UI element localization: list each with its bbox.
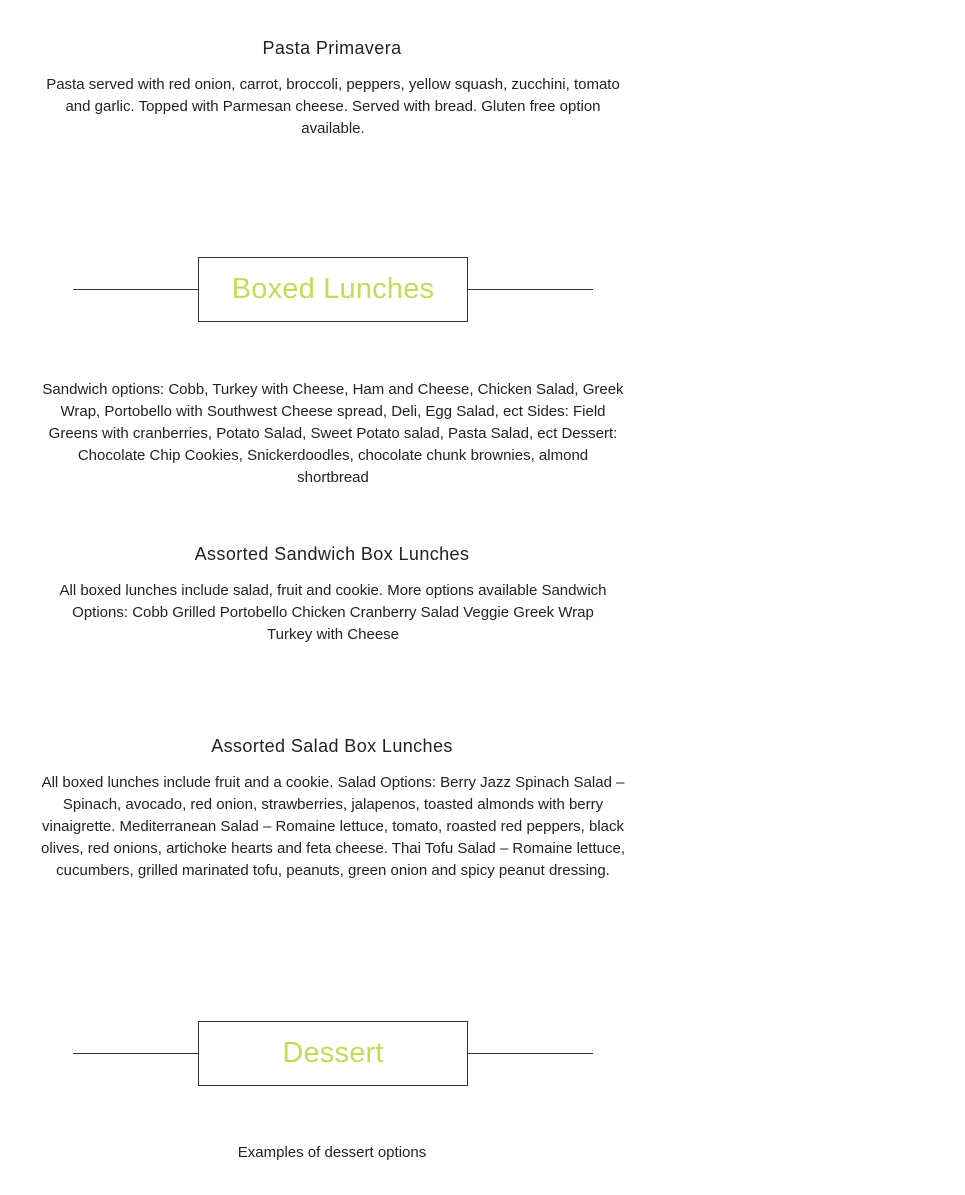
- pasta-primavera-description: Pasta served with red onion, carrot, broccoli, peppers, yellow squash, zucchini, tomato and garlic. Topped with Parmesan cheese. Served with bread. Gluten free option available.: [46, 76, 620, 137]
- salad-box-title: Assorted Salad Box Lunches: [211, 736, 453, 756]
- boxed-lunches-heading: Boxed Lunches: [231, 273, 435, 305]
- boxed-lunches-intro: Sandwich options: Cobb, Turkey with Cheese, Ham and Cheese, Chicken Salad, Greek Wrap, Portobello with Southwest Cheese spread, Deli, Egg Salad, ect Sides: Field Greens with cranberries, Potato Salad, Sweet Potato salad, Pasta Salad, ect Dessert: Chocolate Chip Cookies, Snickerdoodles, chocolate chunk brownies, almond shortbread: [42, 381, 624, 486]
- sandwich-box-description: All boxed lunches include salad, fruit and cookie. More options available Sandwich Options: Cobb Grilled Portobello Chicken Cranberry Salad Veggie Greek Wrap Turkey with Cheese: [59, 582, 607, 643]
- header-rule-right: [467, 1053, 593, 1054]
- header-rule-right: [467, 289, 593, 290]
- header-rule-left: [73, 289, 199, 290]
- sandwich-box-title: Assorted Sandwich Box Lunches: [194, 544, 470, 564]
- dessert-intro: Examples of dessert options: [237, 1144, 427, 1161]
- pasta-primavera-title: Pasta Primavera: [262, 38, 402, 58]
- dessert-heading-box: [198, 1021, 468, 1086]
- header-rule-left: [73, 1053, 199, 1054]
- dessert-heading: Dessert: [282, 1037, 384, 1069]
- boxed-lunches-header: [73, 257, 593, 322]
- boxed-lunches-heading-box: [198, 257, 468, 322]
- dessert-header: [73, 1021, 593, 1086]
- salad-box-description: All boxed lunches include fruit and a cookie. Salad Options: Berry Jazz Spinach Salad – Spinach, avocado, red onion, strawberries, jalapenos, toasted almonds with berry vinaigrette. Mediterranean Salad – Romaine lettuce, tomato, roasted red peppers, black olives, red onions, artichoke hearts and feta cheese. Thai Tofu Salad – Romaine lettuce, cucumbers, grilled marinated tofu, peanuts, green onion and spicy peanut dressing.: [41, 774, 625, 879]
